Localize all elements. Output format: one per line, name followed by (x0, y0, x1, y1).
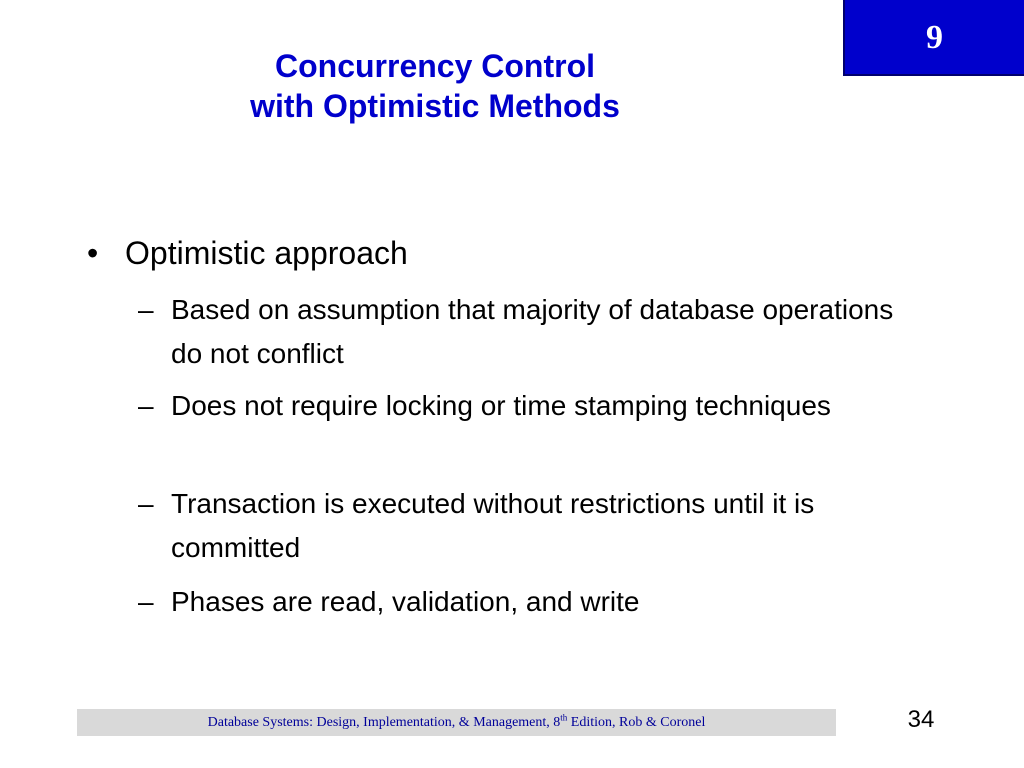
bullet-symbol: • (87, 235, 99, 271)
footer-superscript: th (560, 712, 568, 723)
sub-item-text: Transaction is executed without restrictions until it is committed (171, 488, 815, 563)
sub-item-dash: – (138, 390, 154, 421)
sub-item-dash: – (138, 294, 154, 325)
sub-item-dash: – (138, 586, 154, 617)
sub-item (138, 384, 898, 428)
sub-item-dash: – (138, 488, 154, 519)
chapter-number: 9 (926, 19, 943, 56)
sub-item-text: Phases are read, validation, and write (171, 586, 640, 617)
title-line-2: with Optimistic Methods (250, 88, 620, 124)
bullet-text: Optimistic approach (125, 235, 408, 271)
sub-item (138, 482, 898, 570)
sub-item-text: Does not require locking or time stamping techniques (171, 390, 831, 421)
footer-text-before: Database Systems: Design, Implementation, & Management, 8 (207, 715, 561, 730)
bullet-item (87, 233, 408, 273)
footer-text-after: Edition, Rob & Coronel (567, 715, 706, 730)
sub-item (138, 580, 898, 624)
footer-citation (77, 709, 836, 736)
title-line-1: Concurrency Control (274, 48, 596, 84)
page-number: 34 (907, 706, 935, 733)
sub-item-text: Based on assumption that majority of database operations do not conflict (171, 294, 894, 369)
sub-item (138, 288, 898, 376)
slide-title (150, 46, 720, 126)
chapter-number-box (843, 0, 1024, 76)
